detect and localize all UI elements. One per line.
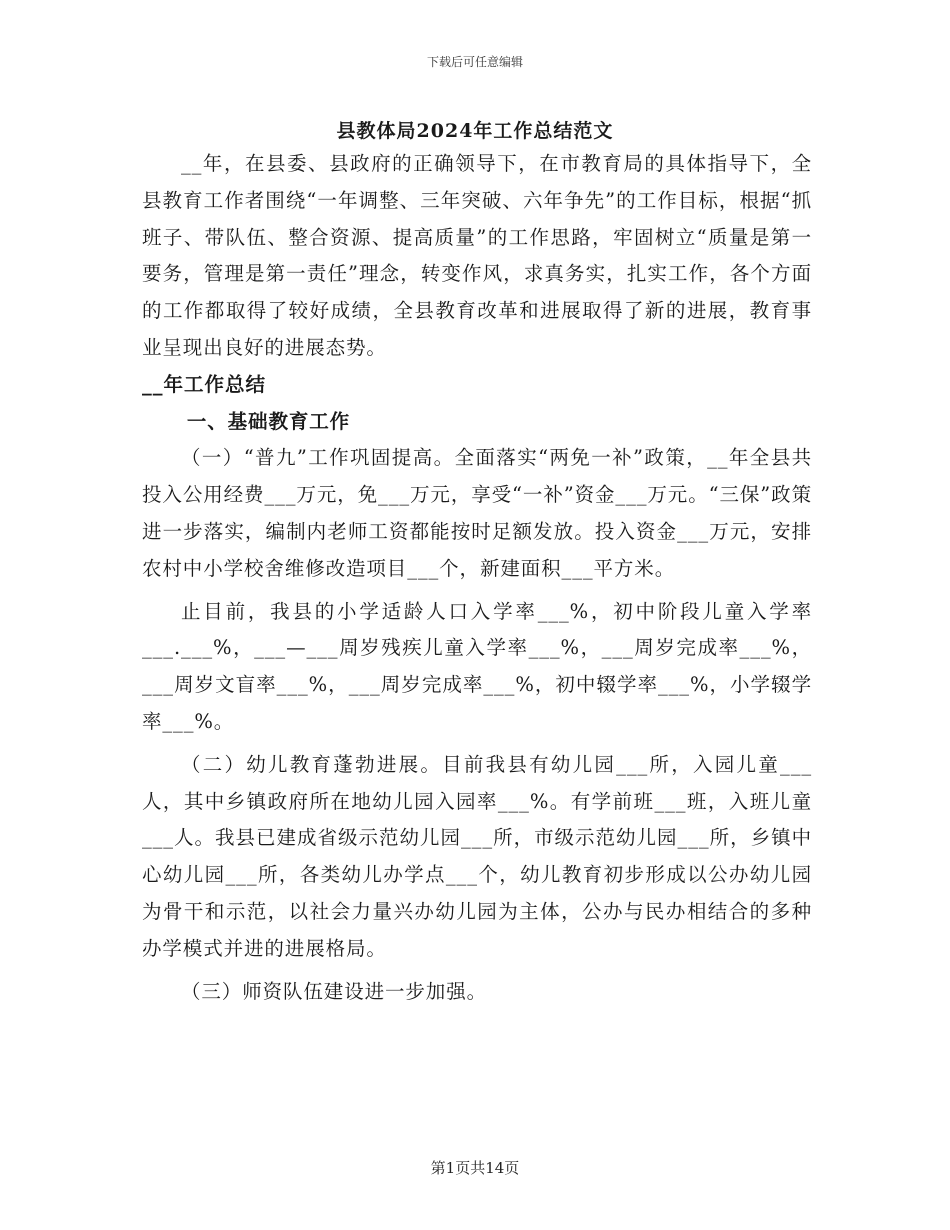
sub-heading-basic-education: 一、基础教育工作	[186, 409, 351, 433]
section-heading: __年工作总结	[142, 372, 267, 396]
paragraph-preschool: （二）幼儿教育蓬勃进展。目前我县有幼儿园___所，入园儿童___人，其中乡镇政府所在地幼儿园入园率___%。有学前班___班，入班儿童___人。我县已建成省级示范幼儿园___所，市级示范幼儿园___所，乡镇中心幼儿园___所，各类幼儿办学点___个，幼儿教育初步形成以公办幼儿园为骨干和示范，以社会力量兴办幼儿园为主体，公办与民办相结合的多种办学模式并进的进展格局。	[142, 752, 812, 960]
document-title: 县教体局2024年工作总结范文	[336, 120, 614, 142]
header-note: 下载后可任意编辑	[426, 55, 523, 69]
paragraph-enrollment-rates: 止目前，我县的小学适龄人口入学率___%，初中阶段儿童入学率___.___%，___—___周岁残疾儿童入学率___%，___周岁完成率___%，___周岁文盲率___%，___周岁完成率___%，初中辍学率___%，小学辍学率___%。	[142, 599, 812, 733]
document-body	[142, 146, 812, 1010]
paragraph-teachers: （三）师资队伍建设进一步加强。	[181, 979, 488, 1003]
intro-paragraph: __年，在县委、县政府的正确领导下，在市教育局的具体指导下，全县教育工作者围绕“一年调整、三年突破、六年争先”的工作目标，根据“抓班子、带队伍、整合资源、提高质量”的工作思路，牢固树立“质量是第一要务，管理是第一责任”理念，转变作风，求真务实，扎实工作，各个方面的工作都取得了较好成绩，全县教育改革和进展取得了新的进展，教育事业呈现出良好的进展态势。	[142, 152, 812, 359]
page-number: 第1页共14页	[430, 1159, 520, 1177]
paragraph-puji: （一）“普九”工作巩固提高。全面落实“两免一补”政策，__年全县共投入公用经费___万元，免___万元，享受“一补”资金___万元。“三保”政策进一步落实，编制内老师工资都能按时足额发放。投入资金___万元，安排农村中小学校舍维修改造项目___个，新建面积___平方米。	[142, 446, 812, 580]
